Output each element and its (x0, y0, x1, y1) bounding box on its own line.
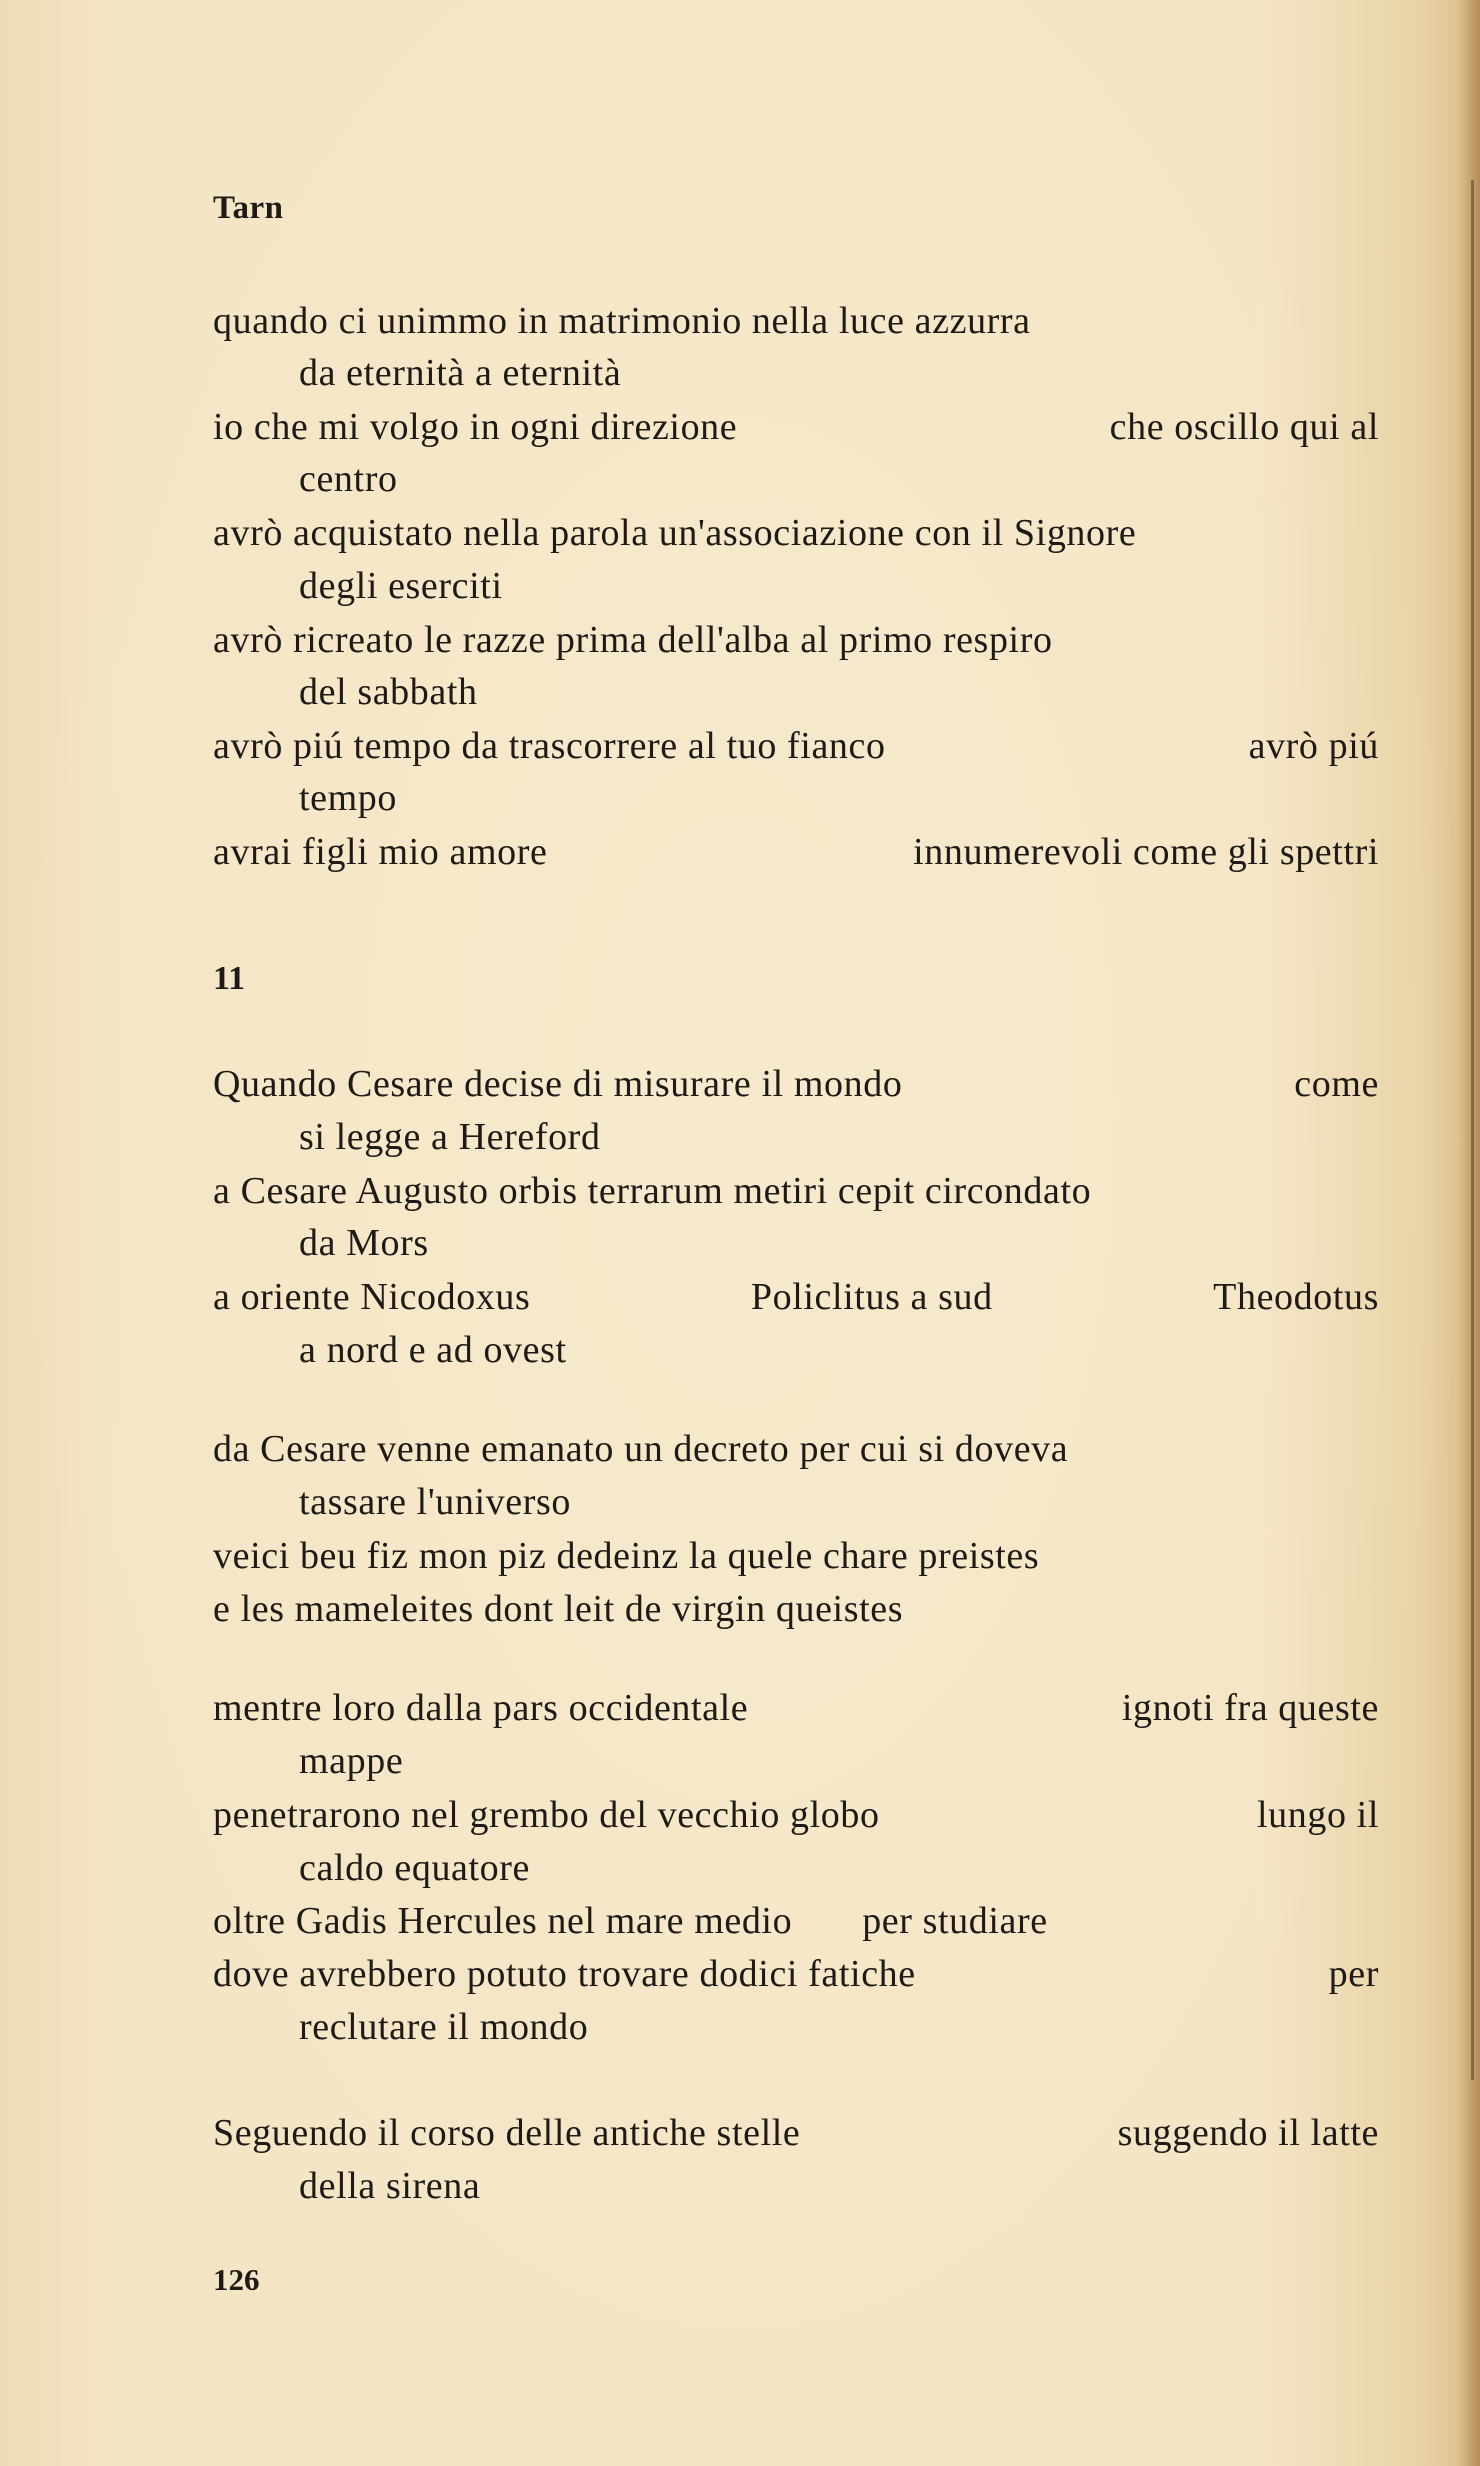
poem-line-continuation: degli eserciti (299, 565, 503, 607)
poem-line: avrò piú tempo da trascorrere al tuo fianco avrò piú (213, 725, 1379, 767)
poem-line: veici beu fiz mon piz dedeinz la quele chare preistes (213, 1535, 1040, 1577)
poem-line: penetrarono nel grembo del vecchio globo lungo il (213, 1794, 1379, 1836)
poem-line-continuation: caldo equatore (299, 1847, 531, 1889)
poem-line-continuation: da Mors (299, 1222, 429, 1264)
poem-line-continuation: mappe (299, 1740, 404, 1782)
poem-line: e les mameleites dont leit de virgin queistes (213, 1588, 904, 1630)
page-edge-shadow (1458, 0, 1480, 2466)
poem-line: Quando Cesare decise di misurare il mondo come (213, 1063, 1379, 1105)
running-head: Tarn (213, 190, 284, 226)
poem-line: Seguendo il corso delle antiche stelle suggendo il latte (213, 2112, 1379, 2154)
poem-line: oltre Gadis Hercules nel mare medio per studiare (213, 1900, 1048, 1942)
poem-line-continuation: della sirena (299, 2165, 481, 2207)
poem-line: avrò ricreato le razze prima dell'alba al primo respiro (213, 619, 1053, 661)
poem-line: avrò acquistato nella parola un'associazione con il Signore (213, 512, 1137, 554)
poem-line: quando ci unimmo in matrimonio nella luce azzurra (213, 300, 1031, 342)
page-number: 126 (213, 2262, 260, 2297)
poem-line: a oriente Nicodoxus Policlitus a sud Theodotus (213, 1276, 1379, 1318)
poem-line-continuation: si legge a Hereford (299, 1116, 601, 1158)
page-edge-line (1471, 180, 1474, 2080)
poem-line-continuation: da eternità a eternità (299, 352, 622, 394)
poem-line: avrai figli mio amore innumerevoli come gli spettri (213, 831, 1379, 873)
poem-line-continuation: centro (299, 458, 398, 500)
poem-line-continuation: reclutare il mondo (299, 2006, 589, 2048)
section-number: 11 (213, 960, 246, 997)
poem-line: io che mi volgo in ogni direzione che oscillo qui al (213, 406, 1379, 448)
poem-line: a Cesare Augusto orbis terrarum metiri cepit circondato (213, 1170, 1092, 1212)
poem-line-continuation: tassare l'universo (299, 1481, 571, 1523)
poem-line-continuation: tempo (299, 777, 397, 819)
poem-line: mentre loro dalla pars occidentale ignoti fra queste (213, 1687, 1379, 1729)
poem-line-continuation: a nord e ad ovest (299, 1329, 567, 1371)
poem-line: da Cesare venne emanato un decreto per cui si doveva (213, 1428, 1069, 1470)
poem-line: dove avrebbero potuto trovare dodici fatiche per (213, 1953, 1379, 1995)
poem-line-continuation: del sabbath (299, 671, 478, 713)
